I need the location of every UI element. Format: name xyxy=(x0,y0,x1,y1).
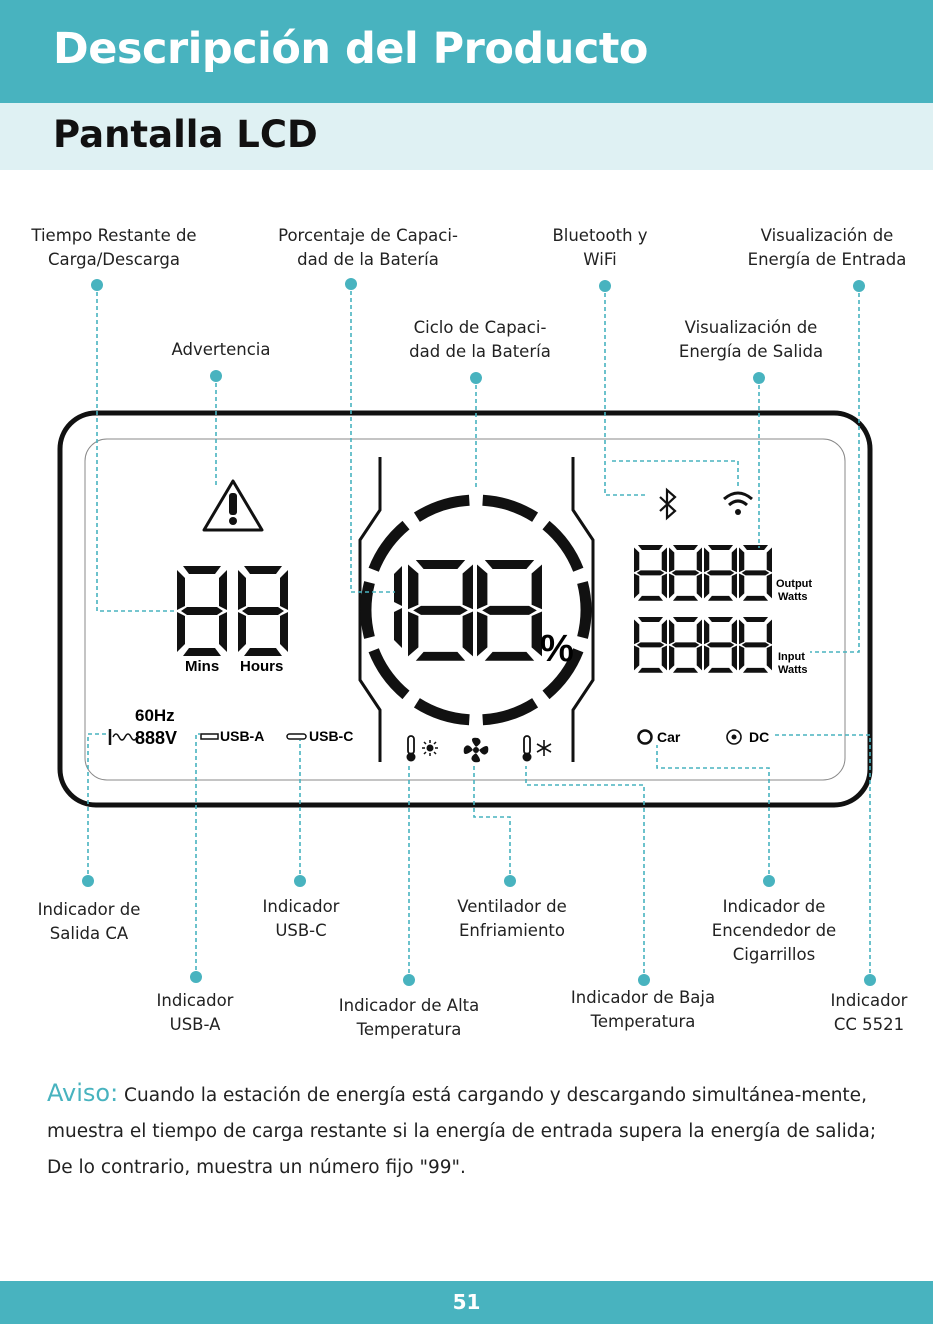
label-ciclo: Ciclo de Capaci- dad de la Batería xyxy=(409,318,551,361)
battery-ring-segment xyxy=(374,525,406,570)
input-label-1: Input xyxy=(778,651,805,663)
notice-text: Cuando la estación de energía está cargando y descargando simultánea-mente, muestra el tiempo de carga restante si la energía de entrada supera la energía de salida; De lo contrario, muestra un número fijo "99". xyxy=(47,1085,877,1178)
page-footer xyxy=(0,1281,933,1324)
section-title: Pantalla LCD xyxy=(53,113,318,156)
output-label-2: Watts xyxy=(778,591,808,603)
volt-readout: 888V xyxy=(135,728,178,748)
usb-a-port-icon xyxy=(201,734,218,739)
label-tiempo-restante: Tiempo Restante de Carga/Descarga xyxy=(31,226,197,269)
hours-label: Hours xyxy=(240,658,284,675)
label-energia-entrada: Visualización de Energía de Entrada xyxy=(747,226,907,269)
battery-ring-segment xyxy=(374,650,406,695)
ac-wave-icon xyxy=(110,729,137,745)
percent-digits xyxy=(394,560,542,661)
label-porcentaje: Porcentaje de Capaci- dad de la Batería xyxy=(278,226,458,269)
output-label-1: Output xyxy=(776,578,813,590)
label-salida-ca: Indicador de Salida CA xyxy=(37,900,141,943)
usb-a-label: USB-A xyxy=(220,728,265,744)
mins-label: Mins xyxy=(185,658,220,675)
hz-readout: 60Hz xyxy=(135,706,175,725)
page-number: 51 xyxy=(452,1290,481,1314)
battery-ring-segment xyxy=(483,500,535,517)
usb-c-port-icon xyxy=(287,734,306,739)
label-advertencia: Advertencia xyxy=(171,340,271,359)
label-bluetooth: Bluetooth y WiFi xyxy=(552,226,648,269)
warning-icon xyxy=(204,481,262,530)
dc-port-icon xyxy=(727,730,741,744)
time-digits xyxy=(177,566,288,656)
label-baja-temp: Indicador de Baja Temperatura xyxy=(570,988,716,1031)
battery-ring-segment xyxy=(417,500,469,517)
low-temp-icon xyxy=(523,736,552,762)
input-label-2: Watts xyxy=(778,664,808,676)
label-cc5521: Indicador CC 5521 xyxy=(830,991,908,1034)
notice-lead: Aviso: xyxy=(47,1079,119,1107)
notice-paragraph xyxy=(47,1075,897,1186)
percent-sign: % xyxy=(540,628,574,670)
high-temp-icon xyxy=(407,736,439,762)
page-title: Descripción del Producto xyxy=(53,24,648,74)
label-encendedor: Indicador de Encendedor de Cigarrillos xyxy=(711,897,837,964)
usb-c-label: USB-C xyxy=(309,728,354,744)
battery-ring-segment xyxy=(546,525,578,570)
car-label: Car xyxy=(657,729,681,745)
dc-label: DC xyxy=(749,729,770,745)
label-ventilador: Ventilador de Enfriamiento xyxy=(457,897,567,940)
wifi-icon xyxy=(724,493,752,515)
battery-ring-segment xyxy=(483,703,535,720)
battery-ring-segment xyxy=(583,583,586,638)
label-usb-c: Indicador USB-C xyxy=(262,897,340,940)
label-energia-salida: Visualización de Energía de Salida xyxy=(678,318,824,361)
battery-ring-segment xyxy=(366,583,369,638)
label-alta-temp: Indicador de Alta Temperatura xyxy=(338,996,480,1039)
car-port-icon xyxy=(639,731,652,744)
bluetooth-icon xyxy=(660,490,675,518)
label-usb-a: Indicador USB-A xyxy=(156,991,234,1034)
output-digits xyxy=(634,545,772,601)
fan-icon xyxy=(464,738,489,763)
input-digits xyxy=(634,617,772,673)
battery-ring-segment xyxy=(417,703,469,720)
